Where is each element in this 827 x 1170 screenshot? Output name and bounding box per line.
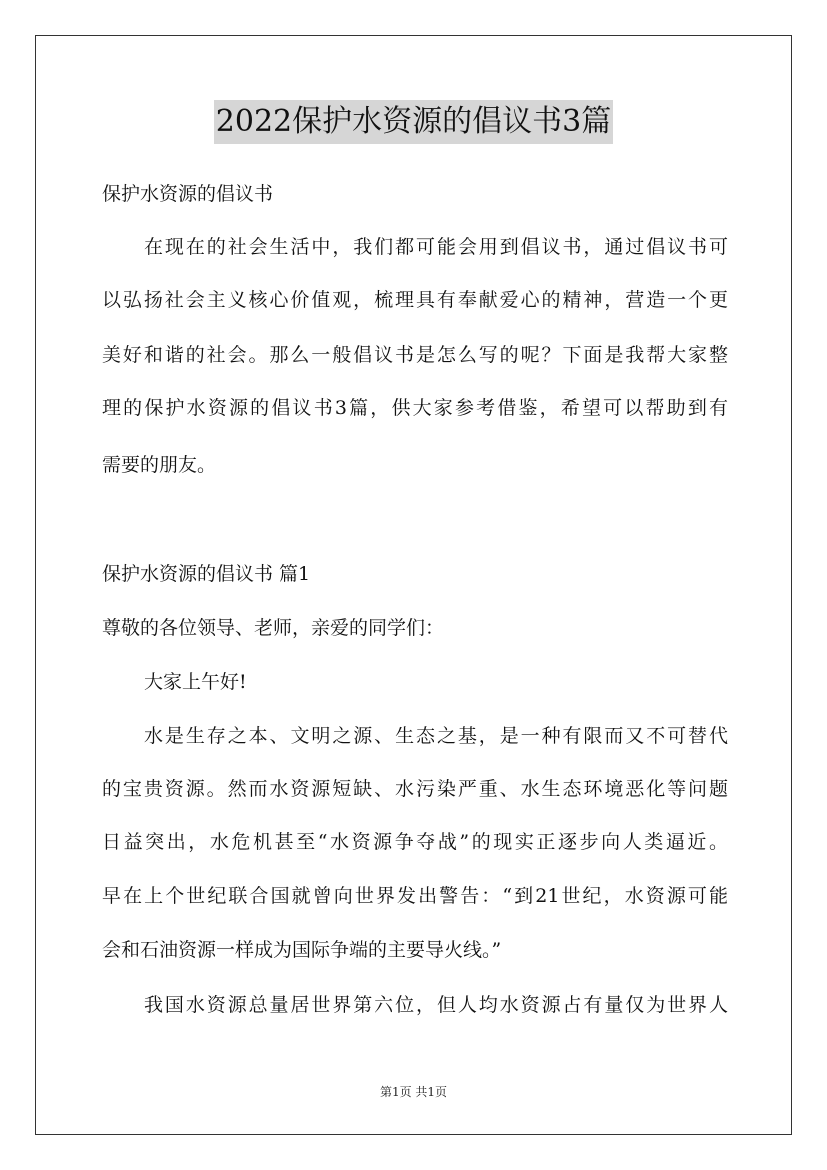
- intro-line: 以弘扬社会主义核心价值观，梳理具有奉献爱心的精神，营造一个更: [102, 289, 728, 311]
- paragraph-line: 水是生存之本、文明之源、生态之基，是一种有限而又不可替代: [144, 725, 728, 747]
- page-footer: 第1页 共1页: [379, 1085, 448, 1099]
- intro-line: 理的保护水资源的倡议书3篇，供大家参考借鉴，希望可以帮助到有: [102, 397, 728, 419]
- paragraph-line: 早在上个世纪联合国就曾向世界发出警告：“到21世纪，水资源可能: [102, 885, 728, 907]
- document-title: 2022保护水资源的倡议书3篇: [214, 100, 613, 144]
- intro-line: 美好和谐的社会。那么一般倡议书是怎么写的呢？下面是我帮大家整: [102, 344, 728, 366]
- paragraph-line: 我国水资源总量居世界第六位，但人均水资源占有量仅为世界人: [144, 994, 728, 1016]
- intro-line: 在现在的社会生活中，我们都可能会用到倡议书，通过倡议书可: [144, 236, 728, 258]
- document-title-wrap: [0, 100, 827, 144]
- intro-line: 需要的朋友。: [102, 454, 217, 476]
- paragraph-line: 的宝贵资源。然而水资源短缺、水污染严重、水生态环境恶化等问题: [102, 778, 728, 800]
- greeting: 大家上午好!: [144, 671, 247, 693]
- paragraph-line: 会和石油资源一样成为国际争端的主要导火线。”: [102, 939, 502, 961]
- salutation: 尊敬的各位领导、老师，亲爱的同学们：: [102, 617, 445, 639]
- paragraph-line: 日益突出，水危机甚至“水资源争夺战”的现实正逐步向人类逼近。: [102, 831, 728, 853]
- subheading: 保护水资源的倡议书: [102, 183, 274, 205]
- section-heading: 保护水资源的倡议书 篇1: [102, 563, 311, 585]
